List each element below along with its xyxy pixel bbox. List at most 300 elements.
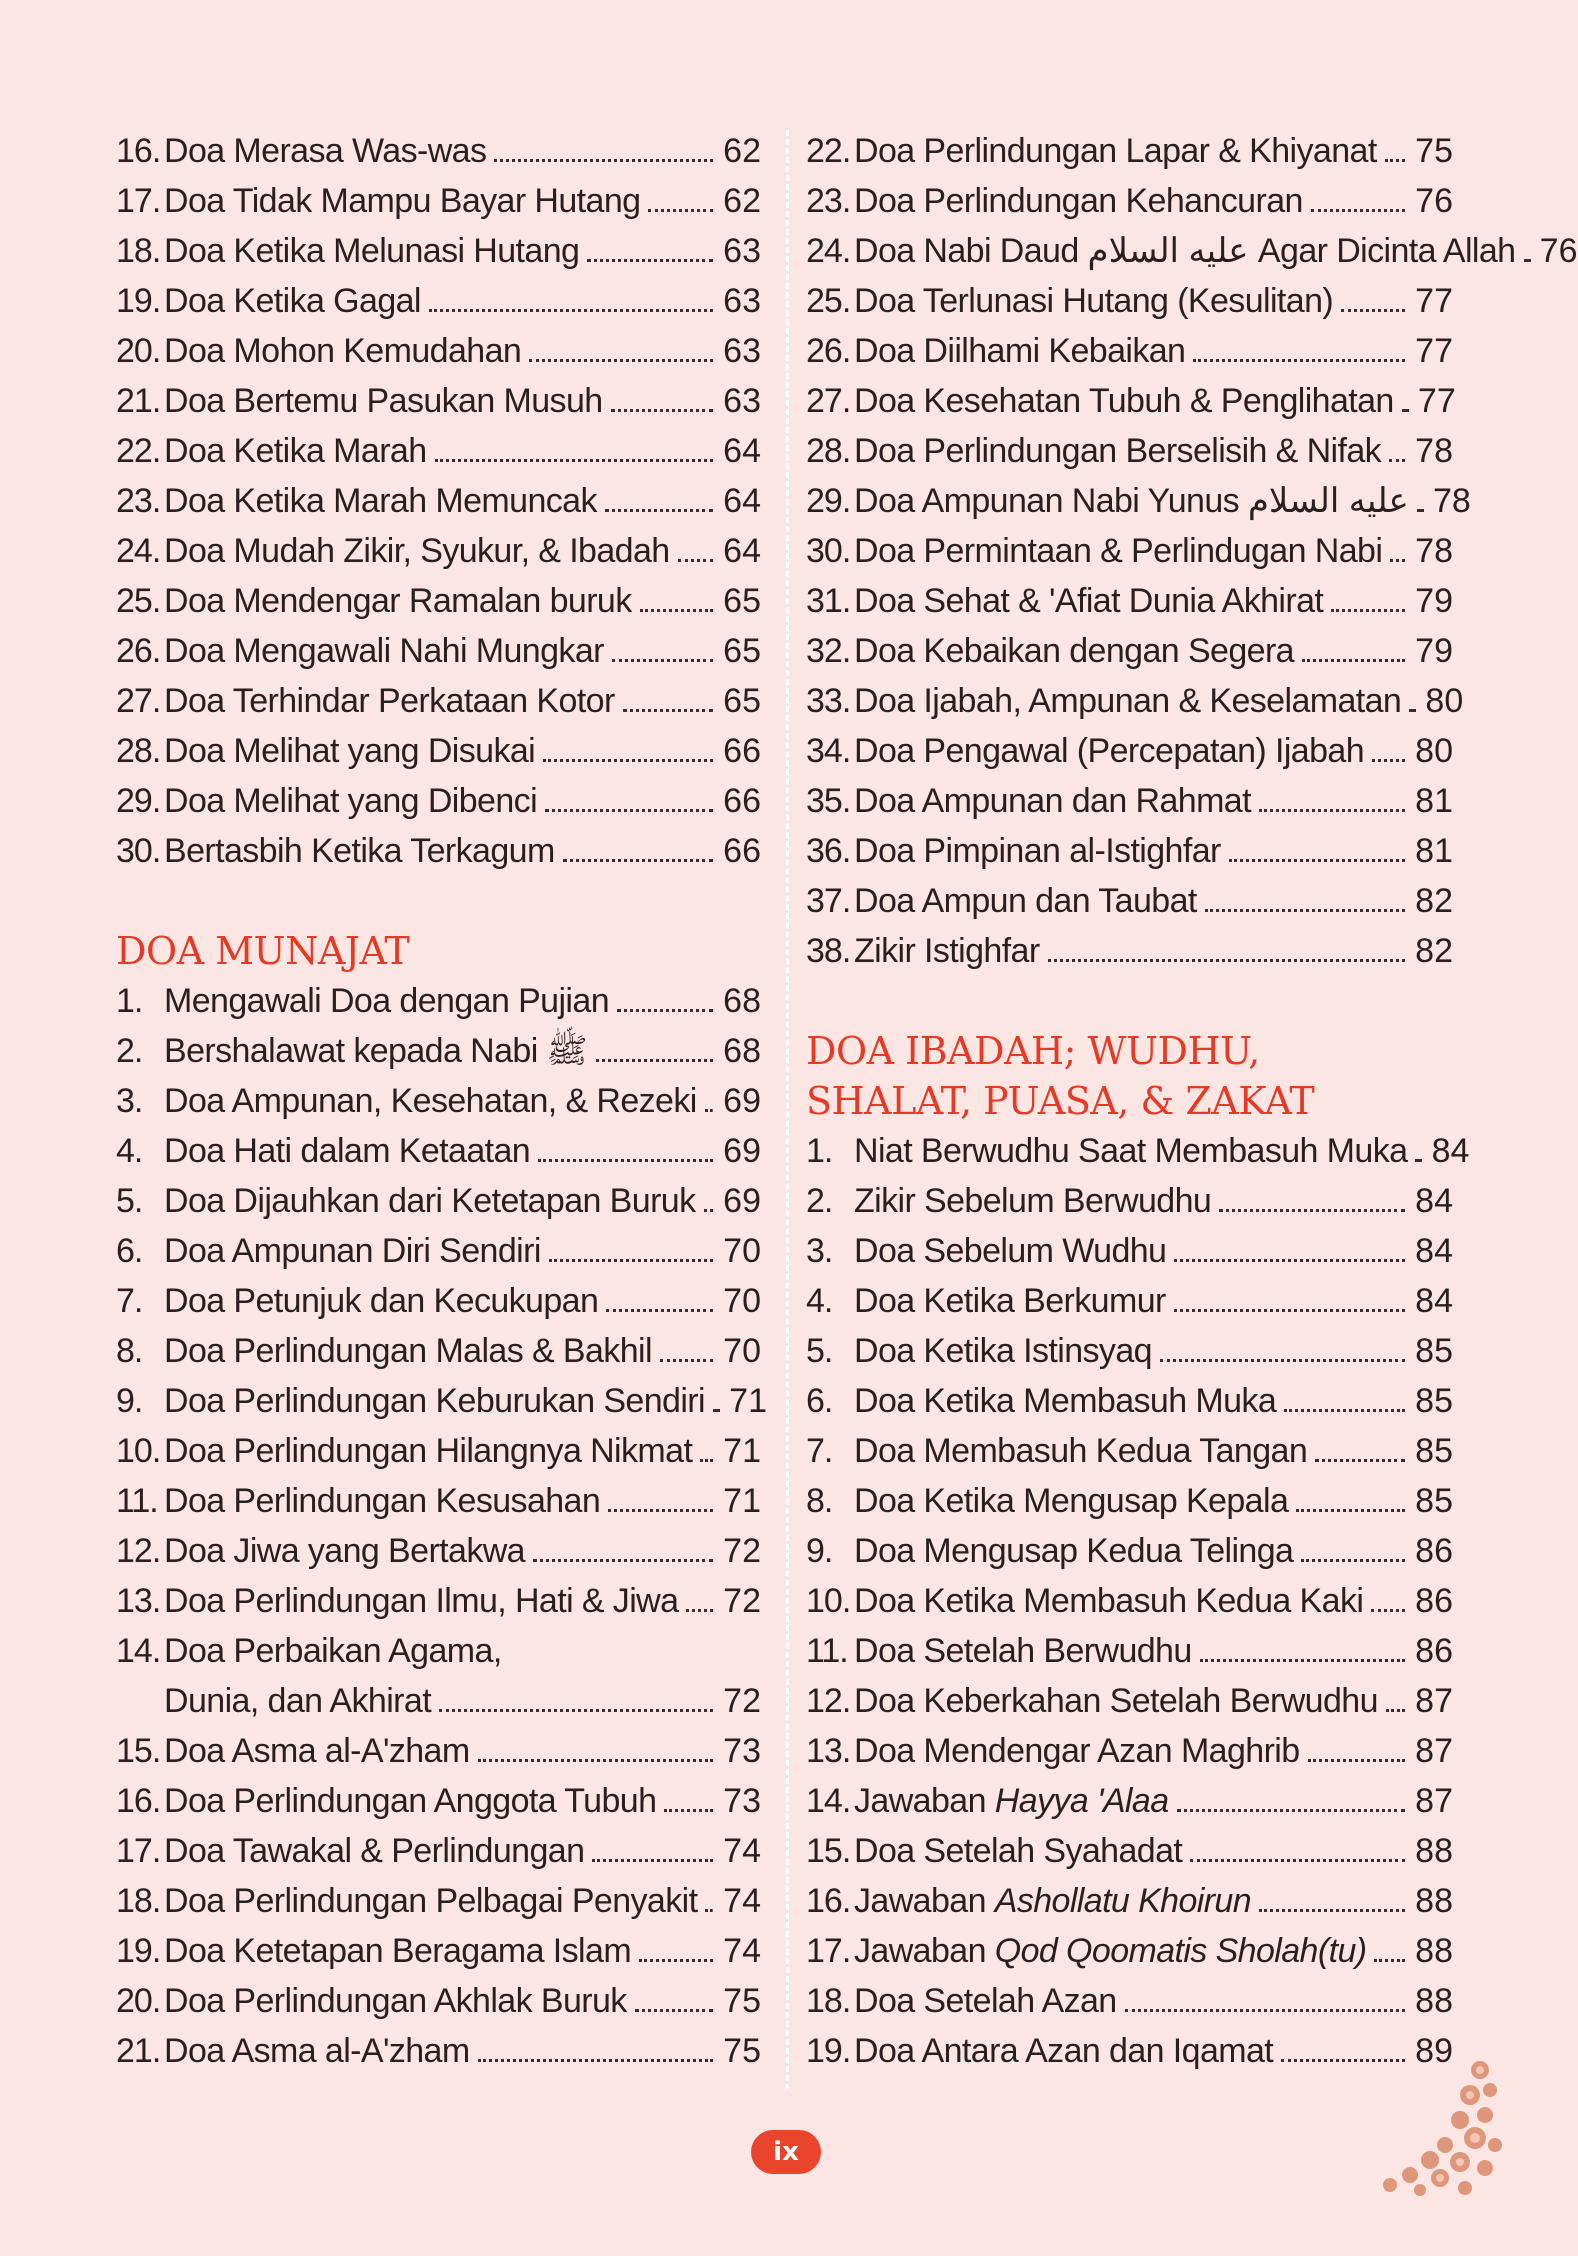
entry-title: Doa Tidak Mampu Bayar Hutang bbox=[164, 182, 641, 220]
page-number-badge: ix bbox=[751, 2130, 821, 2174]
entry-title: Doa Dijauhkan dari Ketetapan Buruk bbox=[164, 1182, 696, 1220]
dot-leader bbox=[543, 759, 713, 762]
entry-title: Doa Perlindungan Anggota Tubuh bbox=[164, 1782, 657, 1820]
dot-leader bbox=[612, 659, 713, 662]
entry-page-number: 86 bbox=[1415, 1532, 1453, 1570]
entry-number: 18. bbox=[116, 1882, 161, 1920]
entry-number: 9. bbox=[116, 1382, 143, 1420]
entry-number: 8. bbox=[806, 1482, 833, 1520]
entry-title-italic: Ashollatu Khoirun bbox=[994, 1882, 1252, 1920]
toc-entry[interactable] bbox=[806, 376, 1456, 426]
dot-leader bbox=[592, 1859, 713, 1862]
dot-leader bbox=[1374, 1959, 1405, 1962]
entry-number: 23. bbox=[116, 482, 161, 520]
dot-leader bbox=[639, 1959, 713, 1962]
toc-entry[interactable] bbox=[806, 1376, 1453, 1426]
entry-title: Doa Pimpinan al-Istighfar bbox=[854, 832, 1221, 870]
dot-leader bbox=[429, 309, 713, 312]
toc-entry[interactable] bbox=[806, 1576, 1453, 1626]
dot-leader bbox=[478, 1759, 713, 1762]
toc-entry[interactable] bbox=[116, 1176, 761, 1226]
dot-leader bbox=[686, 1609, 713, 1612]
dot-leader bbox=[678, 559, 713, 562]
entry-number: 1. bbox=[806, 1132, 833, 1170]
dot-leader bbox=[1372, 759, 1405, 762]
dot-leader bbox=[1160, 1359, 1405, 1362]
dot-leader bbox=[1174, 1259, 1405, 1262]
entry-page-number: 87 bbox=[1415, 1682, 1453, 1720]
toc-entry[interactable] bbox=[116, 2026, 761, 2076]
entry-page-number: 76 bbox=[1539, 232, 1578, 270]
toc-entry[interactable] bbox=[116, 676, 761, 726]
toc-entry[interactable] bbox=[116, 776, 761, 826]
toc-entry[interactable] bbox=[806, 1926, 1453, 1976]
dot-leader bbox=[1219, 1209, 1405, 1212]
toc-entry[interactable] bbox=[116, 1776, 761, 1826]
entry-page-number: 63 bbox=[723, 332, 761, 370]
entry-title: Doa Asma al-A'zham bbox=[164, 2032, 470, 2070]
entry-page-number: 73 bbox=[723, 1732, 761, 1770]
entry-title: Zikir Sebelum Berwudhu bbox=[854, 1182, 1212, 1220]
entry-page-number: 62 bbox=[723, 182, 761, 220]
entry-page-number: 66 bbox=[723, 832, 761, 870]
entry-number: 3. bbox=[116, 1082, 143, 1120]
entry-title: Doa Kesehatan Tubuh & Penglihatan bbox=[854, 382, 1394, 420]
entry-number: 29. bbox=[806, 482, 851, 520]
entry-title: Doa Perlindungan Keburukan Sendiri bbox=[164, 1382, 705, 1420]
toc-entry[interactable] bbox=[116, 276, 761, 326]
entry-page-number: 75 bbox=[1415, 132, 1453, 170]
entry-title: Doa Pengawal (Percepatan) Ijabah bbox=[854, 732, 1365, 770]
entry-number: 11. bbox=[116, 1482, 158, 1520]
entry-number: 8. bbox=[116, 1332, 143, 1370]
entry-page-number: 75 bbox=[723, 2032, 761, 2070]
entry-title: Doa Setelah Syahadat bbox=[854, 1832, 1183, 1870]
entry-title: Doa Mendengar Azan Maghrib bbox=[854, 1732, 1300, 1770]
entry-number: 10. bbox=[806, 1582, 851, 1620]
entry-number: 29. bbox=[116, 782, 161, 820]
entry-number: 24. bbox=[116, 532, 161, 570]
dot-leader bbox=[635, 2009, 713, 2012]
entry-number: 12. bbox=[116, 1532, 161, 1570]
entry-page-number: 88 bbox=[1415, 1882, 1453, 1920]
dot-leader bbox=[623, 709, 713, 712]
spacer bbox=[116, 876, 761, 926]
entry-page-number: 73 bbox=[723, 1782, 761, 1820]
toc-entry[interactable] bbox=[116, 126, 761, 176]
entry-title: Doa Melihat yang Disukai bbox=[164, 732, 536, 770]
toc-entry[interactable] bbox=[806, 326, 1453, 376]
entry-number: 15. bbox=[806, 1832, 851, 1870]
toc-entry[interactable] bbox=[116, 626, 761, 676]
toc-entry[interactable] bbox=[116, 1876, 761, 1926]
entry-title: Doa Perlindungan Kehancuran bbox=[854, 182, 1303, 220]
dot-leader bbox=[587, 259, 713, 262]
entry-title: Doa Kebaikan dengan Segera bbox=[854, 632, 1294, 670]
toc-entry[interactable] bbox=[806, 426, 1453, 476]
toc-entry[interactable] bbox=[806, 476, 1471, 526]
entry-number: 5. bbox=[806, 1332, 833, 1370]
entry-title: Doa Tawakal & Perlindungan bbox=[164, 1832, 585, 1870]
entry-number: 4. bbox=[116, 1132, 143, 1170]
entry-title: Doa Ketika Mengusap Kepala bbox=[854, 1482, 1289, 1520]
entry-title: Doa Antara Azan dan Iqamat bbox=[854, 2032, 1274, 2070]
entry-number: 6. bbox=[806, 1382, 833, 1420]
dot-leader bbox=[563, 859, 713, 862]
entry-number: 19. bbox=[806, 2032, 851, 2070]
entry-title: Doa Mendengar Ramalan buruk bbox=[164, 582, 632, 620]
entry-page-number: 71 bbox=[723, 1432, 761, 1470]
toc-entry[interactable] bbox=[806, 226, 1578, 276]
entry-number: 37. bbox=[806, 882, 851, 920]
entry-number: 23. bbox=[806, 182, 851, 220]
dot-leader bbox=[1177, 1809, 1405, 1812]
toc-entry[interactable] bbox=[116, 1376, 767, 1426]
dot-leader bbox=[605, 509, 713, 512]
entry-number: 2. bbox=[116, 1032, 143, 1070]
toc-entry[interactable] bbox=[116, 726, 761, 776]
entry-page-number: 85 bbox=[1415, 1482, 1453, 1520]
entry-number: 13. bbox=[806, 1732, 851, 1770]
entry-page-number: 64 bbox=[723, 532, 761, 570]
dot-leader bbox=[1311, 209, 1405, 212]
entry-title: Doa Nabi Daud عليه السلام Agar Dicinta Allah bbox=[854, 232, 1516, 270]
entry-page-number: 65 bbox=[723, 582, 761, 620]
entry-title: Doa Ketika Gagal bbox=[164, 282, 421, 320]
entry-number: 28. bbox=[116, 732, 161, 770]
entry-page-number: 79 bbox=[1415, 632, 1453, 670]
entry-title: Doa Perlindungan Pelbagai Penyakit bbox=[164, 1882, 698, 1920]
toc-entry[interactable] bbox=[116, 1276, 761, 1326]
entry-page-number: 64 bbox=[723, 482, 761, 520]
toc-entry[interactable] bbox=[806, 1776, 1453, 1826]
entry-page-number: 64 bbox=[723, 432, 761, 470]
entry-number: 20. bbox=[116, 1982, 161, 2020]
toc-entry[interactable] bbox=[806, 1726, 1453, 1776]
entry-title: Doa Terlunasi Hutang (Kesulitan) bbox=[854, 282, 1334, 320]
entry-title: Niat Berwudhu Saat Membasuh Muka bbox=[854, 1132, 1408, 1170]
entry-number: 21. bbox=[116, 2032, 161, 2070]
entry-title: Doa Ketika Melunasi Hutang bbox=[164, 232, 580, 270]
entry-title: Bershalawat kepada Nabi ﷺ bbox=[164, 1032, 588, 1070]
entry-number: 20. bbox=[116, 332, 161, 370]
entry-page-number: 78 bbox=[1433, 482, 1471, 520]
toc-entry[interactable] bbox=[806, 726, 1453, 776]
entry-title: Doa Ketika Marah bbox=[164, 432, 427, 470]
entry-number: 26. bbox=[806, 332, 851, 370]
toc-entry[interactable] bbox=[806, 276, 1453, 326]
entry-number: 19. bbox=[116, 282, 161, 320]
dot-leader bbox=[1315, 1459, 1405, 1462]
entry-title: Doa Ketika Istinsyaq bbox=[854, 1332, 1152, 1370]
entry-title: Doa Terhindar Perkataan Kotor bbox=[164, 682, 615, 720]
entry-title: Doa Perbaikan Agama, bbox=[164, 1632, 502, 1670]
toc-entry[interactable] bbox=[806, 776, 1453, 826]
toc-entry[interactable] bbox=[806, 626, 1453, 676]
entry-page-number: 85 bbox=[1415, 1382, 1453, 1420]
entry-page-number: 85 bbox=[1415, 1432, 1453, 1470]
dot-leader bbox=[1371, 1609, 1405, 1612]
dot-leader bbox=[529, 359, 713, 362]
entry-page-number: 63 bbox=[723, 382, 761, 420]
section-heading-doa-ibadah-line2: SHALAT, PUASA, & ZAKAT bbox=[806, 1079, 1315, 1123]
entry-title: Doa Keberkahan Setelah Berwudhu bbox=[854, 1682, 1378, 1720]
entry-number: 14. bbox=[806, 1782, 851, 1820]
dot-leader bbox=[705, 1909, 713, 1912]
entry-title: Doa Ampunan, Kesehatan, & Rezeki bbox=[164, 1082, 697, 1120]
toc-entry[interactable] bbox=[116, 1326, 761, 1376]
dot-leader bbox=[1259, 1909, 1405, 1912]
entry-number: 6. bbox=[116, 1232, 143, 1270]
toc-entry[interactable] bbox=[806, 1476, 1453, 1526]
toc-entry[interactable] bbox=[806, 926, 1453, 976]
dot-leader bbox=[700, 1459, 713, 1462]
entry-page-number: 72 bbox=[723, 1682, 761, 1720]
entry-title: Doa Ketika Membasuh Kedua Kaki bbox=[854, 1582, 1364, 1620]
toc-entry[interactable] bbox=[806, 826, 1453, 876]
dot-leader bbox=[1415, 1159, 1421, 1162]
entry-title: Doa Perlindungan Lapar & Khiyanat bbox=[854, 132, 1377, 170]
entry-number: 17. bbox=[806, 1932, 851, 1970]
dot-leader bbox=[545, 809, 713, 812]
entry-title: Doa Ampunan dan Rahmat bbox=[854, 782, 1251, 820]
entry-title-italic: Hayya 'Alaa bbox=[994, 1782, 1169, 1820]
toc-entry[interactable] bbox=[116, 1476, 761, 1526]
dot-leader bbox=[538, 1159, 713, 1162]
entry-number: 33. bbox=[806, 682, 851, 720]
dot-leader bbox=[596, 1059, 713, 1062]
toc-entry[interactable] bbox=[116, 1626, 761, 1676]
entry-page-number: 86 bbox=[1415, 1632, 1453, 1670]
dot-leader bbox=[1385, 159, 1405, 162]
dot-leader bbox=[435, 459, 713, 462]
toc-entry[interactable] bbox=[116, 226, 761, 276]
entry-number: 9. bbox=[806, 1532, 833, 1570]
toc-entry-continuation[interactable] bbox=[116, 1676, 761, 1726]
entry-number: 3. bbox=[806, 1232, 833, 1270]
entry-title: Doa Petunjuk dan Kecukupan bbox=[164, 1282, 599, 1320]
entry-page-number: 86 bbox=[1415, 1582, 1453, 1620]
toc-entry[interactable] bbox=[116, 576, 761, 626]
toc-entry[interactable] bbox=[116, 476, 761, 526]
entry-page-number: 84 bbox=[1415, 1282, 1453, 1320]
entry-number: 15. bbox=[116, 1732, 161, 1770]
toc-entry[interactable] bbox=[806, 1276, 1453, 1326]
entry-number: 13. bbox=[116, 1582, 161, 1620]
entry-title: Doa Ketetapan Beragama Islam bbox=[164, 1932, 632, 1970]
dot-leader bbox=[1125, 2009, 1405, 2012]
toc-entry[interactable] bbox=[806, 126, 1453, 176]
toc-entry[interactable] bbox=[116, 1226, 761, 1276]
entry-number: 18. bbox=[806, 1982, 851, 2020]
toc-entry[interactable] bbox=[116, 326, 761, 376]
dot-leader bbox=[1229, 859, 1405, 862]
entry-title: Doa Permintaan & Perlindugan Nabi bbox=[854, 532, 1383, 570]
entry-title: Doa Mohon Kemudahan bbox=[164, 332, 522, 370]
dot-leader bbox=[660, 1359, 713, 1362]
toc-entry[interactable] bbox=[116, 1576, 761, 1626]
entry-page-number: 87 bbox=[1415, 1782, 1453, 1820]
toc-entry[interactable] bbox=[806, 1876, 1453, 1926]
toc-entry[interactable] bbox=[806, 1526, 1453, 1576]
entry-number: 10. bbox=[116, 1432, 161, 1470]
entry-page-number: 79 bbox=[1415, 582, 1453, 620]
dot-leader bbox=[1048, 959, 1405, 962]
toc-entry[interactable] bbox=[806, 876, 1453, 926]
entry-title-prefix: Jawaban bbox=[854, 1782, 995, 1820]
dot-leader bbox=[1341, 309, 1405, 312]
toc-entry[interactable] bbox=[116, 1126, 761, 1176]
toc-entry[interactable] bbox=[806, 1676, 1453, 1726]
dot-leader bbox=[1409, 709, 1415, 712]
entry-page-number: 88 bbox=[1415, 1832, 1453, 1870]
entry-page-number: 71 bbox=[729, 1382, 767, 1420]
toc-entry[interactable] bbox=[806, 1326, 1453, 1376]
entry-title: Doa Bertemu Pasukan Musuh bbox=[164, 382, 603, 420]
dot-leader bbox=[1302, 659, 1405, 662]
dot-leader bbox=[1524, 259, 1530, 262]
section-heading-doa-munajat: DOA MUNAJAT bbox=[116, 929, 410, 973]
entry-page-number: 68 bbox=[723, 982, 761, 1020]
entry-title: Doa Perlindungan Hilangnya Nikmat bbox=[164, 1432, 693, 1470]
dot-leader bbox=[1259, 809, 1405, 812]
toc-entry[interactable] bbox=[806, 1126, 1470, 1176]
entry-page-number: 62 bbox=[723, 132, 761, 170]
entry-page-number: 66 bbox=[723, 782, 761, 820]
entry-number: 34. bbox=[806, 732, 851, 770]
toc-entry[interactable] bbox=[806, 576, 1453, 626]
dot-leader bbox=[705, 1109, 713, 1112]
entry-title bbox=[854, 1876, 1251, 1926]
entry-page-number: 82 bbox=[1415, 932, 1453, 970]
dot-leader bbox=[1389, 459, 1405, 462]
entry-title: Doa Perlindungan Akhlak Buruk bbox=[164, 1982, 627, 2020]
toc-entry[interactable] bbox=[806, 1976, 1453, 2026]
toc-entry[interactable] bbox=[806, 1626, 1453, 1676]
toc-entry[interactable] bbox=[116, 1076, 761, 1126]
entry-title: Doa Ijabah, Ampunan & Keselamatan bbox=[854, 682, 1402, 720]
toc-entry[interactable] bbox=[806, 1826, 1453, 1876]
entry-number: 16. bbox=[806, 1882, 851, 1920]
entry-page-number: 80 bbox=[1415, 732, 1453, 770]
entry-number: 16. bbox=[116, 1782, 161, 1820]
toc-entry[interactable] bbox=[116, 426, 761, 476]
entry-number: 5. bbox=[116, 1182, 143, 1220]
toc-entry[interactable] bbox=[116, 1526, 761, 1576]
toc-entry[interactable] bbox=[116, 1926, 761, 1976]
entry-title-italic: Qod Qoomatis Sholah(tu) bbox=[994, 1932, 1367, 1970]
entry-number: 36. bbox=[806, 832, 851, 870]
entry-number: 17. bbox=[116, 182, 161, 220]
dot-leader bbox=[478, 2059, 713, 2062]
toc-entry[interactable] bbox=[116, 1026, 761, 1076]
entry-page-number: 81 bbox=[1415, 782, 1453, 820]
entry-title: Doa Merasa Was-was bbox=[164, 132, 487, 170]
toc-entry[interactable] bbox=[806, 1176, 1453, 1226]
toc-entry[interactable] bbox=[116, 526, 761, 576]
entry-number: 24. bbox=[806, 232, 851, 270]
entry-title: Doa Ketika Membasuh Muka bbox=[854, 1382, 1277, 1420]
toc-entry[interactable] bbox=[116, 1976, 761, 2026]
dot-leader bbox=[640, 609, 713, 612]
entry-page-number: 69 bbox=[723, 1082, 761, 1120]
toc-entry[interactable] bbox=[806, 676, 1464, 726]
dot-leader bbox=[606, 1309, 713, 1312]
dot-leader bbox=[1402, 409, 1408, 412]
entry-page-number: 88 bbox=[1415, 1982, 1453, 2020]
entry-number: 25. bbox=[806, 282, 851, 320]
entry-page-number: 82 bbox=[1415, 882, 1453, 920]
entry-page-number: 78 bbox=[1415, 432, 1453, 470]
toc-entry[interactable] bbox=[116, 376, 761, 426]
toc-entry[interactable] bbox=[806, 176, 1453, 226]
entry-title: Doa Mengawali Nahi Mungkar bbox=[164, 632, 604, 670]
toc-entry[interactable] bbox=[806, 1226, 1453, 1276]
dot-leader bbox=[1190, 1859, 1405, 1862]
entry-page-number: 75 bbox=[723, 1982, 761, 2020]
dot-leader bbox=[664, 1809, 713, 1812]
dot-leader bbox=[1301, 1559, 1405, 1562]
entry-title: Doa Ampunan Nabi Yunus عليه السلام bbox=[854, 482, 1409, 520]
dot-leader bbox=[713, 1409, 719, 1412]
entry-title: Doa Ampun dan Taubat bbox=[854, 882, 1197, 920]
toc-entry[interactable] bbox=[116, 1726, 761, 1776]
toc-entry[interactable] bbox=[806, 2026, 1453, 2076]
entry-title: Doa Mengusap Kedua Telinga bbox=[854, 1532, 1294, 1570]
entry-number: 11. bbox=[806, 1632, 848, 1670]
entry-number: 22. bbox=[116, 432, 161, 470]
toc-entry[interactable] bbox=[806, 1426, 1453, 1476]
entry-number: 18. bbox=[116, 232, 161, 270]
entry-title: Doa Diilhami Kebaikan bbox=[854, 332, 1186, 370]
entry-page-number: 89 bbox=[1415, 2032, 1453, 2070]
toc-entry[interactable] bbox=[116, 976, 761, 1026]
entry-title: Doa Sebelum Wudhu bbox=[854, 1232, 1167, 1270]
toc-entry[interactable] bbox=[116, 176, 761, 226]
entry-page-number: 63 bbox=[723, 232, 761, 270]
entry-page-number: 87 bbox=[1415, 1732, 1453, 1770]
entry-title: Doa Setelah Berwudhu bbox=[854, 1632, 1192, 1670]
dot-leader bbox=[648, 209, 713, 212]
entry-number: 1. bbox=[116, 982, 143, 1020]
entry-title: Doa Sehat & 'Afiat Dunia Akhirat bbox=[854, 582, 1324, 620]
entry-title: Doa Hati dalam Ketaatan bbox=[164, 1132, 531, 1170]
entry-title: Zikir Istighfar bbox=[854, 932, 1040, 970]
entry-page-number: 65 bbox=[723, 632, 761, 670]
entry-number: 35. bbox=[806, 782, 851, 820]
dot-leader bbox=[549, 1259, 713, 1262]
entry-page-number: 72 bbox=[723, 1582, 761, 1620]
entry-title: Doa Melihat yang Dibenci bbox=[164, 782, 538, 820]
entry-page-number: 80 bbox=[1425, 682, 1464, 720]
entry-page-number: 69 bbox=[723, 1182, 761, 1220]
entry-page-number: 70 bbox=[723, 1232, 761, 1270]
dot-leader bbox=[704, 1209, 713, 1212]
toc-entry[interactable] bbox=[116, 1426, 761, 1476]
entry-page-number: 72 bbox=[723, 1532, 761, 1570]
entry-number: 28. bbox=[806, 432, 851, 470]
toc-entry[interactable] bbox=[116, 1826, 761, 1876]
entry-number: 7. bbox=[116, 1282, 143, 1320]
column-divider bbox=[786, 130, 789, 2090]
entry-title: Doa Membasuh Kedua Tangan bbox=[854, 1432, 1308, 1470]
toc-entry[interactable] bbox=[806, 526, 1453, 576]
toc-entry[interactable] bbox=[116, 826, 761, 876]
entry-page-number: 63 bbox=[723, 282, 761, 320]
dot-leader bbox=[1296, 1509, 1405, 1512]
entry-page-number: 74 bbox=[723, 1882, 761, 1920]
entry-page-number: 84 bbox=[1431, 1132, 1470, 1170]
